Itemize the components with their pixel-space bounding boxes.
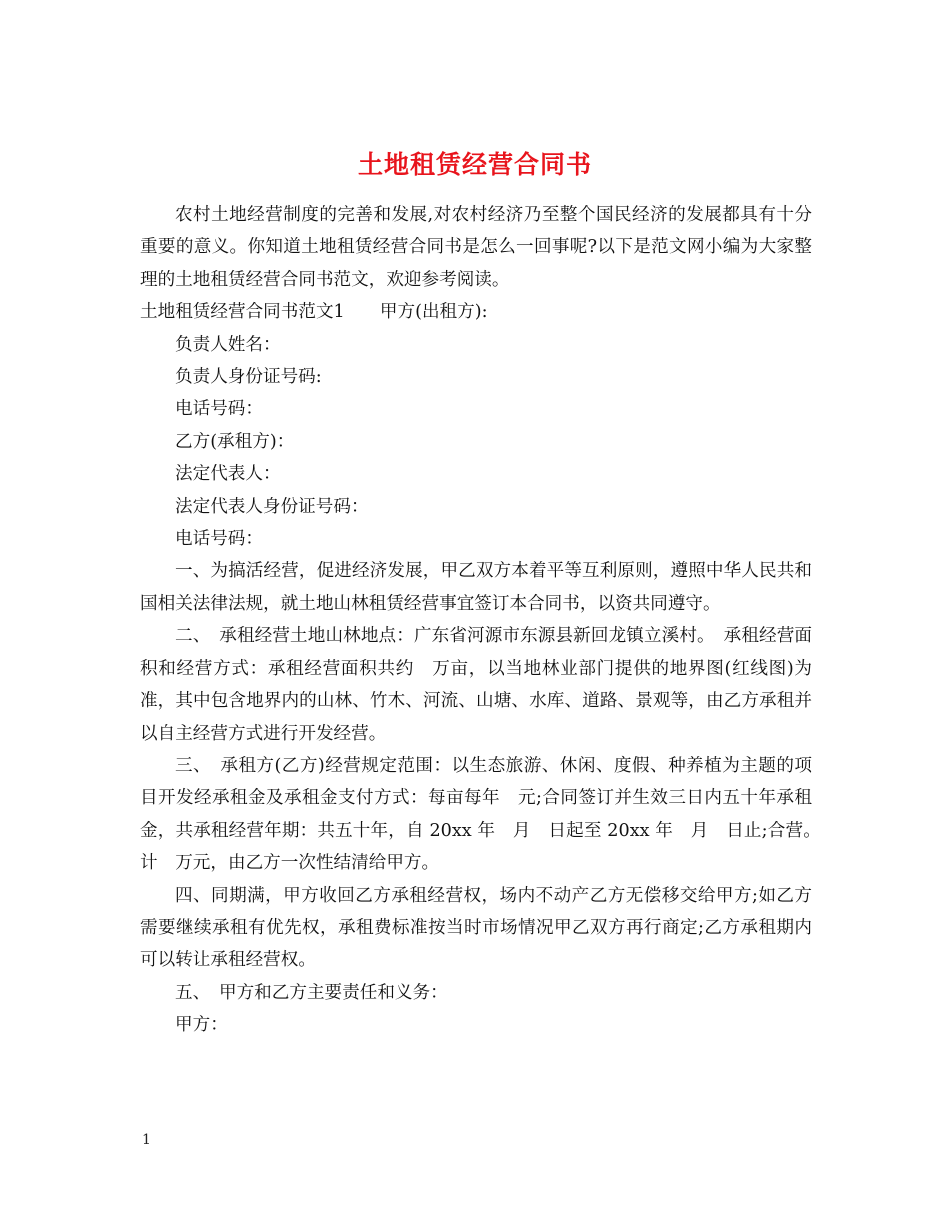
party-b-legal-rep-id: 法定代表人身份证号码：	[175, 496, 369, 517]
document-body	[140, 199, 830, 1042]
party-a-section-heading: 甲方：	[175, 1015, 228, 1036]
clause-3: 三、 承租方(乙方)经营规定范围：以生态旅游、休闲、度假、种养植为主题的项目开发经承租金及承租金支付方式：每亩每年 元;合同签订并生效三日内五十年承租金，共承租经营年期：共五十年，自 20xx 年 月 日起至 20xx 年 月 日止;合营。 计 万元，由乙方一次性结清给甲方。	[140, 755, 830, 874]
clause-4: 四、同期满，甲方收回乙方承租经营权，场内不动产乙方无偿移交给甲方;如乙方需要继续承租有优先权，承租费标准按当时市场情况甲乙双方再行商定;乙方承租期内可以转让承租经营权。	[140, 885, 812, 971]
party-a-id-number: 负责人身份证号码:	[175, 367, 322, 388]
intro-paragraph: 农村土地经营制度的完善和发展,对农村经济乃至整个国民经济的发展都具有十分重要的意义。你知道土地租赁经营合同书是怎么一回事呢?以下是范文网小编为大家整理的土地租赁经营合同书范文，欢迎参考阅读。	[140, 205, 812, 290]
clause-1: 一、为搞活经营，促进经济发展，甲乙双方本着平等互利原则，遵照中华人民共和国相关法律法规，就土地山林租赁经营事宜签订本合同书，以资共同遵守。	[140, 561, 812, 614]
clause-2: 二、 承租经营土地山林地点：广东省河源市东源县新回龙镇立溪村。 承租经营面积和经营方式：承租经营面积共约 万亩，以当地林业部门提供的地界图(红线图)为准，其中包含地界内的山林、竹木、河流、山塘、水库、道路、景观等，由乙方承租并以自主经营方式进行开发经营。	[140, 626, 812, 744]
party-b-label: 乙方(承租方)：	[175, 431, 295, 452]
sample-heading: 土地租赁经营合同书范文1 甲方(出租方):	[140, 302, 488, 323]
party-a-person-in-charge: 负责人姓名：	[175, 334, 281, 355]
page-number: 1	[142, 1132, 151, 1148]
party-b-legal-rep: 法定代表人：	[175, 464, 281, 485]
party-b-phone: 电话号码：	[175, 529, 263, 550]
document-title: 土地租赁经营合同书	[357, 149, 592, 179]
clause-5: 五、 甲方和乙方主要责任和义务：	[175, 982, 448, 1003]
party-a-phone: 电话号码：	[175, 399, 263, 420]
